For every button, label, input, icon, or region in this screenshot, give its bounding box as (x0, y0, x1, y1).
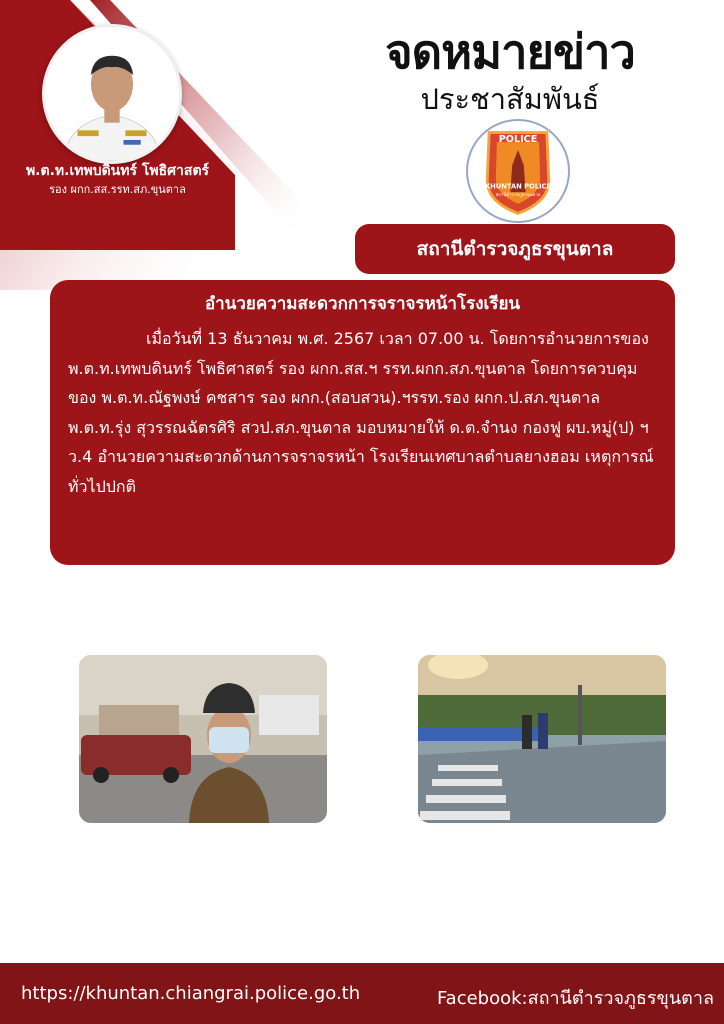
police-badge-logo (466, 119, 570, 223)
news-card (50, 280, 675, 565)
page-title: จดหมายข่าว (385, 25, 635, 80)
badge-bottom-text: KHUNTAN POLICE (484, 182, 552, 191)
station-label: สถานีตำรวจภูธรขุนตาล (355, 224, 675, 274)
page-subtitle: ประชาสัมพันธ์ (420, 82, 600, 116)
news-body: เมื่อวันที่ 13 ธันวาคม พ.ศ. 2567 เวลา 07.00 น. โดยการอำนวยการของ พ.ต.ท.เทพบดินทร์ โพธิศาสตร์ รอง ผกก.สส.ฯ รรท.ผกก.สภ.ขุนตาล โดยการควบคุมของ พ.ต.ท.ณัฐพงษ์ คชสาร รอง ผกก.(สอบสวน).ฯรรท.รอง ผกก.ป.สภ.ขุนตาล พ.ต.ท.รุ่ง สุวรรณฉัตรศิริ สวป.สภ.ขุนตาล มอบหมายให้ ด.ต.จำนง กองฟู ผบ.หมู่(ป) ฯ ว.4 อำนวยความสะดวกด้านการจราจรหน้า โรงเรียนเทศบาลตำบลยางฮอม เหตุการณ์ทั่วไปปกติ (68, 329, 654, 496)
website-link[interactable]: https://khuntan.chiangrai.police.go.th (21, 983, 361, 1004)
officer-portrait-image (45, 27, 179, 161)
facebook-link[interactable]: Facebook:สถานีตำรวจภูธรขุนตาล (436, 988, 714, 1009)
photo-officer-selfie (79, 655, 327, 823)
officer-name: พ.ต.ท.เทพบดินทร์ โพธิศาสตร์ (25, 163, 210, 179)
photo-school-crosswalk (418, 655, 666, 823)
officer-title: รอง ผกก.สส.รรท.สภ.ขุนตาล (49, 183, 186, 196)
footer-bar (0, 963, 724, 1024)
news-title: อำนวยความสะดวกการจราจรหน้าโรงเรียน (204, 294, 521, 314)
badge-small-text: สถานีตำรวจภูธรขุนตาล (495, 193, 541, 198)
badge-top-text: POLICE (498, 134, 538, 146)
officer-avatar (42, 24, 182, 164)
